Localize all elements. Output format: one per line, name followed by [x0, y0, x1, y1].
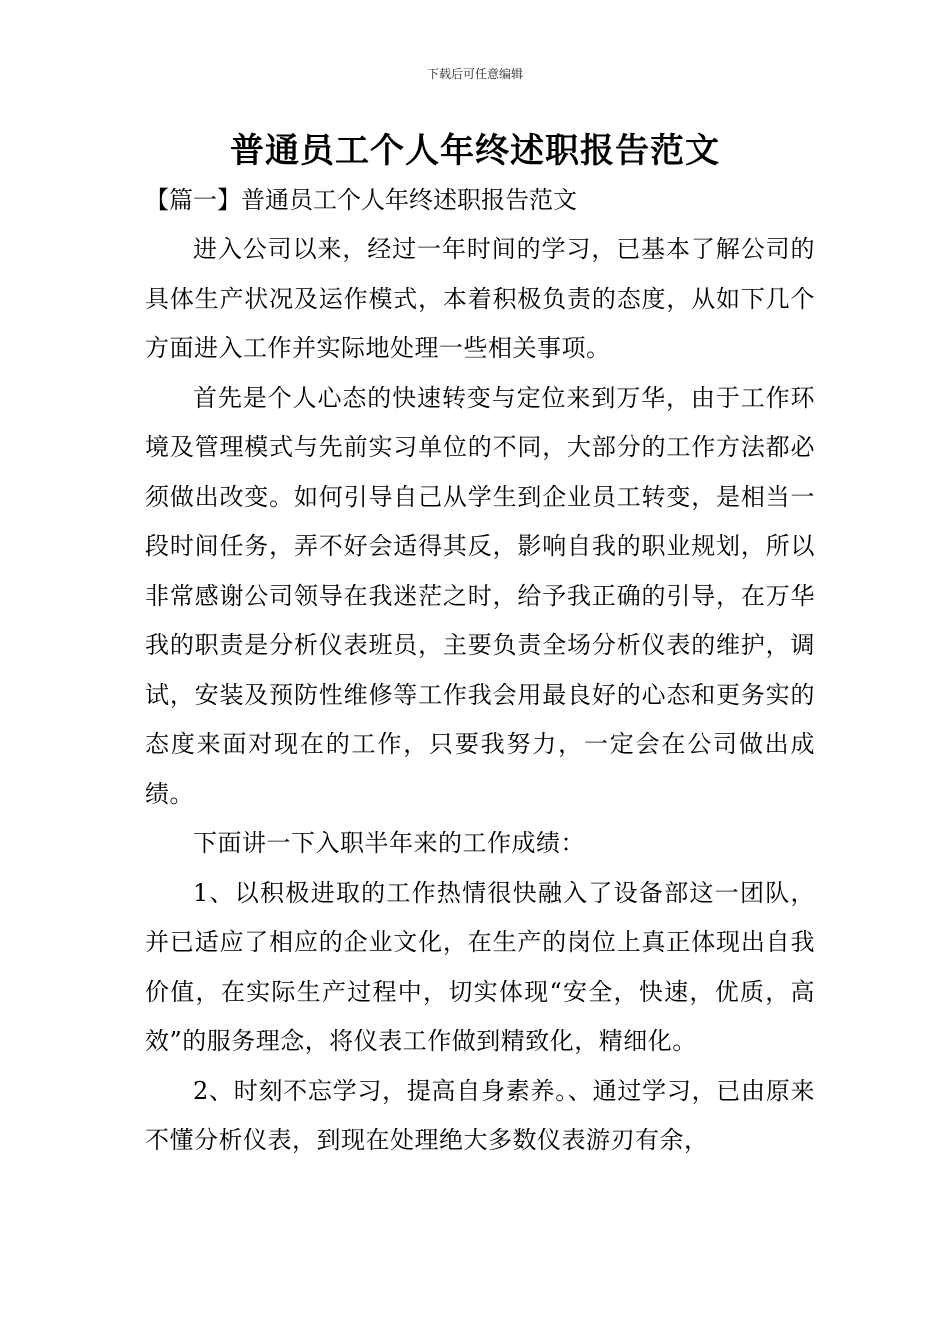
document-body — [145, 225, 815, 1166]
paragraph-item-2: 2、时刻不忘学习，提高自身素养。、通过学习，已由原来不懂分析仪表，到现在处理绝大多数仪表游刃有余， — [145, 1076, 815, 1154]
document-title: 普通员工个人年终述职报告范文 — [230, 131, 720, 171]
header-note: 下载后可任意编辑 — [426, 67, 523, 81]
paragraph-item-1: 1、以积极进取的工作热情很快融入了设备部这一团队，并已适应了相应的企业文化，在生产的岗位上真正体现出自我价值，在实际生产过程中，切实体现“安全，快速，优质，高效”的服务理念，将仪表工作做到精致化，精细化。 — [145, 878, 815, 1055]
paragraph-intro: 进入公司以来，经过一年时间的学习，已基本了解公司的具体生产状况及运作模式，本着积极负责的态度，从如下几个方面进入工作并实际地处理一些相关事项。 — [145, 235, 815, 362]
section-heading: 【篇一】普通员工个人年终述职报告范文 — [145, 186, 577, 214]
paragraph-mindset: 首先是个人心态的快速转变与定位来到万华，由于工作环境及管理模式与先前实习单位的不同，大部分的工作方法都必须做出改变。如何引导自己从学生到企业员工转变，是相当一段时间任务，弄不好会适得其反，影响自我的职业规划，所以非常感谢公司领导在我迷茫之时，给予我正确的引导，在万华我的职责是分析仪表班员，主要负责全场分析仪表的维护，调试，安装及预防性维修等工作我会用最良好的心态和更务实的态度来面对现在的工作，只要我努力，一定会在公司做出成绩。 — [145, 383, 815, 808]
paragraph-achievements-intro: 下面讲一下入职半年来的工作成绩： — [193, 829, 585, 857]
